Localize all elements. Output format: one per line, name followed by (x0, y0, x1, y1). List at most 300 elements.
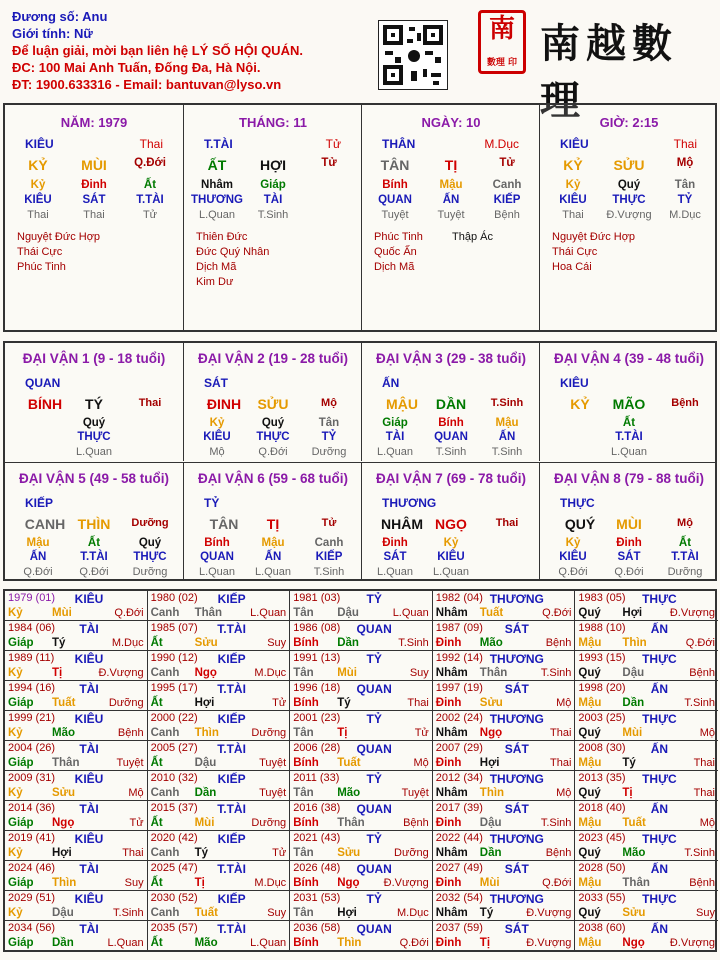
year-cell[interactable] (148, 801, 291, 831)
year-sao: KIÊU (74, 712, 104, 726)
dai-van-chi: THÌN (77, 516, 111, 532)
year-chi: Sửu (194, 637, 218, 649)
pillar-tang-sao: THƯƠNG (191, 194, 243, 206)
annual-table (3, 589, 717, 952)
year-sao: QUAN (356, 802, 392, 816)
year-sao: TỶ (366, 712, 382, 726)
year-can: Kỷ (8, 607, 23, 619)
dai-van-tang-can: Kỷ (443, 537, 459, 549)
year-truong: Tử (129, 817, 144, 829)
year-cell[interactable] (5, 921, 148, 951)
year-cell[interactable] (290, 921, 433, 951)
year-chi: Dần (52, 937, 74, 949)
dai-van-tang-truong: Q.Đới (258, 446, 288, 458)
year-chi: Hợi (337, 907, 357, 919)
year-cell[interactable] (433, 861, 576, 891)
year-label: 1997 (19) (435, 682, 483, 694)
year-cell[interactable] (148, 591, 291, 621)
year-can: Giáp (8, 637, 34, 649)
header-info (12, 8, 303, 93)
year-sao: ẤN (650, 622, 669, 636)
year-label: 1983 (05) (578, 592, 626, 604)
phone-line: ĐT: 1900.633316 - Email: bantuvan@lyso.vn (12, 77, 282, 92)
year-can: Canh (150, 787, 180, 799)
pillar-tang-truong: Tuyệt (381, 209, 409, 221)
year-cell[interactable] (290, 891, 433, 921)
year-label: 1987 (09) (435, 622, 483, 634)
pillar-tang-truong: Tử (142, 209, 158, 221)
year-sao: ẤN (650, 682, 669, 696)
dai-van-tang-sao: T.TÀI (80, 551, 108, 563)
year-label: 2023 (45) (578, 832, 626, 844)
year-cell[interactable] (290, 591, 433, 621)
pillar-than-sat: Thiên Đức (196, 231, 248, 243)
year-can: Quý (578, 667, 601, 679)
year-sao: THƯƠNG (489, 892, 544, 906)
year-label: 1991 (13) (293, 652, 341, 664)
dai-van-truong: Mộ (677, 517, 693, 529)
year-cell[interactable] (433, 651, 576, 681)
year-cell[interactable] (148, 741, 291, 771)
dai-van-tang-truong: T.Sinh (491, 446, 523, 458)
year-chi: Thân (622, 877, 650, 889)
year-chi: Dần (622, 697, 645, 709)
year-can: Tân (293, 847, 314, 859)
year-label: 1984 (06) (8, 622, 56, 634)
year-chi: Thân (194, 607, 223, 619)
pillar-3 (361, 105, 539, 330)
year-can: Kỷ (8, 667, 23, 679)
dai-van-1 (5, 343, 183, 461)
dai-van-can: CANH (24, 516, 66, 532)
year-cell[interactable] (290, 771, 433, 801)
dai-van-tang-can: Quý (138, 537, 162, 549)
year-can: Đinh (435, 817, 462, 829)
year-label: 2015 (37) (150, 802, 198, 814)
dai-van-sao: KIÊU (560, 376, 589, 390)
dai-van-tang-can: Mậu (261, 537, 285, 549)
dai-van-can: BÍNH (27, 396, 63, 412)
year-can: Ất (150, 697, 163, 709)
year-can: Bính (293, 937, 319, 949)
year-truong: Đ.Vượng (669, 607, 715, 619)
year-cell[interactable] (5, 651, 148, 681)
dai-van-can: MẬU (386, 396, 418, 412)
year-truong: Bệnh (689, 877, 715, 889)
year-cell[interactable] (148, 651, 291, 681)
year-cell[interactable] (5, 621, 148, 651)
year-can: Nhâm (435, 607, 468, 619)
year-can: Đinh (435, 697, 462, 709)
year-chi: Tuất (52, 697, 76, 709)
year-sao: QUAN (356, 742, 392, 756)
year-cell[interactable] (575, 921, 718, 951)
year-can: Canh (150, 907, 180, 919)
year-label: 2031 (53) (293, 892, 341, 904)
year-sao: ẤN (650, 862, 669, 876)
pillar-chi: SỬU (613, 157, 645, 173)
year-sao: T.TÀI (217, 922, 246, 936)
year-cell[interactable] (290, 651, 433, 681)
four-pillars-panel (3, 103, 717, 332)
year-sao: THỰC (642, 772, 677, 786)
pillar-chi: MÙI (81, 157, 107, 173)
pillar-title: NĂM: 1979 (60, 115, 128, 130)
year-can: Đinh (435, 757, 462, 769)
year-chi: Thân (337, 817, 365, 829)
year-truong: T.Sinh (540, 667, 572, 679)
year-sao: TÀI (79, 682, 99, 696)
year-label: 2010 (32) (150, 772, 198, 784)
year-chi: Dần (337, 637, 359, 649)
year-cell[interactable] (148, 711, 291, 741)
dai-van-chi: MÃO (612, 396, 646, 412)
year-cell[interactable] (575, 741, 718, 771)
year-cell[interactable] (575, 591, 718, 621)
year-truong: Mộ (699, 817, 715, 829)
year-cell[interactable] (5, 771, 148, 801)
year-cell[interactable] (433, 801, 576, 831)
year-chi: Tuất (337, 757, 361, 769)
year-cell[interactable] (433, 711, 576, 741)
year-sao: TÀI (79, 622, 99, 636)
year-truong: Bệnh (545, 637, 572, 649)
year-cell[interactable] (290, 681, 433, 711)
pillar-tang-can: Bính (382, 179, 408, 191)
year-cell[interactable] (575, 891, 718, 921)
year-truong: Tuyệt (401, 787, 429, 799)
year-cell[interactable] (575, 621, 718, 651)
seal-stamp (478, 10, 526, 74)
pillar-than-sat: Đức Quý Nhân (196, 246, 270, 258)
year-cell[interactable] (5, 801, 148, 831)
pillar-tang-truong: Thai (562, 209, 584, 221)
pillar-tang-can: Mậu (439, 179, 463, 191)
year-cell[interactable] (290, 711, 433, 741)
year-truong: Đ.Vượng (669, 937, 715, 949)
pillar-can: ẤT (207, 157, 227, 173)
year-can: Ất (150, 757, 163, 769)
year-chi: Dậu (622, 667, 645, 679)
year-chi: Dậu (194, 757, 217, 769)
year-sao: QUAN (356, 862, 392, 876)
dai-van-chi: DẦN (435, 396, 467, 412)
pillar-than-sat: Phúc Tinh (374, 231, 423, 243)
dai-van-can: KỶ (570, 396, 590, 412)
pillar-title: NGÀY: 10 (421, 115, 481, 130)
dai-van-tang-truong: Q.Đới (614, 566, 644, 578)
dai-van-truong: Thai (495, 517, 519, 529)
year-cell[interactable] (575, 681, 718, 711)
year-cell[interactable] (575, 801, 718, 831)
year-label: 1994 (16) (8, 682, 56, 694)
dai-van-sao: KIẾP (25, 496, 54, 510)
year-cell[interactable] (575, 711, 718, 741)
pillar-tang-truong: L.Quan (198, 209, 236, 221)
year-chi: Dần (194, 787, 217, 799)
year-label: 2011 (33) (293, 772, 340, 784)
year-sao: THỰC (642, 832, 677, 846)
pillar-tang-sao: ẤN (442, 194, 460, 206)
dai-van-title: ĐẠI VẬN 2 (19 - 28 tuổi) (197, 351, 349, 366)
year-label: 1992 (14) (435, 652, 483, 664)
year-cell[interactable] (433, 771, 576, 801)
dai-van-sao: THƯƠNG (382, 496, 437, 510)
year-sao: TÀI (79, 922, 99, 936)
pillar-tang-sao: T.TÀI (136, 194, 164, 206)
year-cell[interactable] (290, 831, 433, 861)
dai-van-7 (361, 462, 539, 580)
year-can: Giáp (8, 937, 34, 949)
seal-sub: 數理 印 (486, 58, 518, 68)
contact-line: Để luận giải, mời bạn liên hệ LÝ SỐ HỘI QUÁN. (12, 43, 303, 58)
dai-van-tang-sao: KIẾP (315, 551, 343, 563)
year-sao: TỶ (366, 592, 382, 606)
dai-van-truong: Bệnh (671, 397, 699, 409)
dai-van-tang-can: Ất (87, 537, 101, 549)
year-can: Nhâm (435, 727, 468, 739)
year-can: Quý (578, 907, 601, 919)
year-label: 2029 (51) (8, 892, 56, 904)
year-can: Canh (150, 607, 180, 619)
qr-logo-icon (408, 50, 420, 62)
year-chi: Thìn (337, 937, 362, 949)
year-cell[interactable] (433, 741, 576, 771)
dai-van-tang-truong: Dưỡng (311, 446, 347, 458)
year-chi: Mùi (479, 877, 500, 889)
pillar-tang-can: Kỷ (565, 179, 581, 191)
year-can: Nhâm (435, 907, 468, 919)
year-can: Bính (293, 877, 319, 889)
dai-van-tang-truong: Mộ (209, 446, 225, 458)
year-label: 2018 (40) (578, 802, 626, 814)
year-cell[interactable] (148, 771, 291, 801)
pillar-thuy: Tử (499, 157, 515, 169)
pillar-chi: TỊ (444, 157, 458, 173)
year-label: 2033 (55) (578, 892, 626, 904)
year-can: Đinh (435, 637, 462, 649)
pillar-tang-truong: Đ.Vượng (606, 209, 652, 221)
year-truong: Đ.Vượng (383, 877, 429, 889)
pillar-tang-truong: Tuyệt (437, 209, 465, 221)
year-cell[interactable] (148, 831, 291, 861)
dai-van-chi: MÙI (616, 516, 642, 532)
dai-van-tang-sao: THỰC (256, 431, 290, 443)
year-cell[interactable] (5, 711, 148, 741)
year-chi: Tị (479, 937, 491, 949)
year-chi: Tý (622, 757, 636, 769)
year-cell[interactable] (575, 831, 718, 861)
pillar-tang-sao: KIÊU (24, 194, 52, 206)
year-cell[interactable] (575, 771, 718, 801)
dai-van-tang-can: Đinh (616, 537, 642, 549)
year-truong: Tuyệt (259, 787, 287, 799)
pillar-tang-can: Đinh (81, 179, 107, 191)
year-label: 2003 (25) (578, 712, 626, 724)
pillar-tang-truong: M.Dục (669, 209, 701, 221)
year-label: 2007 (29) (435, 742, 483, 754)
year-cell[interactable] (148, 621, 291, 651)
year-sao: KIẾP (217, 832, 246, 846)
qr-code[interactable] (378, 20, 448, 90)
year-truong: Suy (267, 637, 287, 649)
dai-van-chi: TÝ (85, 396, 103, 412)
pillar-title: GIỜ: 2:15 (599, 115, 659, 130)
year-label: 2027 (49) (435, 862, 483, 874)
year-truong: Tuyệt (259, 757, 287, 769)
year-truong: Thai (693, 757, 715, 769)
year-sao: KIÊU (74, 592, 104, 606)
year-cell[interactable] (5, 681, 148, 711)
year-sao: SÁT (504, 922, 529, 936)
dai-van-tang-truong: L.Quan (376, 446, 414, 458)
year-chi: Tuất (622, 817, 646, 829)
dai-van-tang-sao: ẤN (29, 551, 47, 563)
year-cell[interactable] (148, 921, 291, 951)
year-chi: Dậu (52, 907, 74, 919)
year-cell[interactable] (575, 861, 718, 891)
year-truong: M.Dục (111, 637, 144, 649)
year-cell[interactable] (148, 891, 291, 921)
year-truong: L.Quan (107, 937, 144, 949)
dai-van-chi: NGỌ (435, 516, 467, 532)
year-sao: SÁT (504, 802, 529, 816)
year-sao: QUAN (356, 682, 392, 696)
year-sao: SÁT (504, 682, 529, 696)
year-cell[interactable] (5, 861, 148, 891)
year-truong: Q.Đới (685, 637, 715, 649)
dai-van-tang-truong: L.Quan (376, 566, 414, 578)
pillar-than-sat: Hoa Cái (552, 261, 592, 273)
year-can: Tân (293, 907, 314, 919)
year-truong: L.Quan (250, 607, 287, 619)
year-cell[interactable] (433, 891, 576, 921)
pillar-than-sat: Quốc Ấn (374, 246, 417, 258)
dai-van-tang-truong: Q.Đới (23, 566, 53, 578)
dai-van-title: ĐẠI VẬN 8 (79 - 88 tuổi) (553, 471, 705, 486)
year-cell[interactable] (290, 741, 433, 771)
year-cell[interactable] (433, 921, 576, 951)
year-can: Canh (150, 667, 180, 679)
pillar-than-sat: Kim Dư (196, 276, 234, 288)
year-truong: Q.Đới (114, 607, 144, 619)
year-can: Ất (150, 637, 163, 649)
year-truong: Suy (124, 877, 144, 889)
dai-van-tang-can: Mậu (26, 537, 50, 549)
year-cell[interactable] (148, 681, 291, 711)
year-label: 1986 (08) (293, 622, 341, 634)
dai-van-tang-truong: Q.Đới (558, 566, 588, 578)
pillar-than-sat: Thái Cực (552, 246, 598, 258)
dai-van-tang-can: Kỷ (565, 537, 581, 549)
year-chi: Ngọ (52, 817, 75, 829)
year-cell[interactable] (5, 741, 148, 771)
year-cell[interactable] (290, 621, 433, 651)
year-sao: KIẾP (217, 772, 246, 786)
year-truong: Mộ (556, 787, 572, 799)
year-sao: KIÊU (74, 832, 104, 846)
year-can: Kỷ (8, 907, 23, 919)
year-label: 2017 (39) (435, 802, 483, 814)
year-label: 2004 (26) (8, 742, 56, 754)
year-chi: Dần (479, 847, 502, 859)
year-label: 1998 (20) (578, 682, 626, 694)
year-cell[interactable] (433, 681, 576, 711)
year-cell[interactable] (148, 861, 291, 891)
year-chi: Hợi (479, 757, 500, 769)
year-chi: Thìn (479, 787, 505, 799)
year-cell[interactable] (433, 591, 576, 621)
year-sao: TỶ (366, 652, 382, 666)
year-cell[interactable] (575, 651, 718, 681)
year-label: 2019 (41) (8, 832, 56, 844)
year-truong: Mộ (128, 787, 144, 799)
year-chi: Mão (479, 637, 503, 649)
dai-van-2 (183, 343, 361, 461)
year-sao: T.TÀI (217, 682, 246, 696)
year-truong: Q.Đới (399, 937, 429, 949)
year-label: 2005 (27) (150, 742, 198, 754)
year-chi: Sửu (479, 697, 503, 709)
year-cell[interactable] (433, 621, 576, 651)
year-can: Giáp (8, 817, 34, 829)
dai-van-tang-sao: T.TÀI (671, 551, 699, 563)
pillar-tang-can: Kỷ (30, 179, 46, 191)
year-can: Kỷ (8, 727, 23, 739)
pillar-thuy: Tử (321, 157, 337, 169)
year-truong: Suy (267, 907, 287, 919)
dai-van-tang-truong: Dưỡng (132, 566, 168, 578)
year-sao: THƯƠNG (489, 832, 544, 846)
year-chi: Thân (479, 667, 508, 679)
year-chi: Mão (622, 847, 646, 859)
year-can: Nhâm (435, 847, 468, 859)
year-can: Đinh (435, 877, 462, 889)
year-chi: Sửu (622, 907, 646, 919)
dai-van-3 (361, 343, 539, 461)
year-can: Bính (293, 637, 319, 649)
year-sao: T.TÀI (217, 742, 246, 756)
year-sao: THƯƠNG (489, 652, 544, 666)
year-sao: QUAN (356, 922, 392, 936)
dai-van-tang-can: Canh (314, 537, 344, 549)
year-can: Bính (293, 817, 319, 829)
year-sao: SÁT (504, 622, 529, 636)
year-chi: Ngọ (337, 877, 360, 889)
year-cell[interactable] (5, 891, 148, 921)
dai-van-4 (539, 343, 717, 461)
dai-van-sao: QUAN (25, 376, 61, 390)
dai-van-tang-sao: THỰC (133, 551, 167, 563)
year-label: 2012 (34) (435, 772, 483, 784)
year-cell[interactable] (5, 831, 148, 861)
year-truong: L.Quan (392, 607, 429, 619)
year-label: 2030 (52) (150, 892, 198, 904)
dai-van-tang-sao: TỶ (321, 431, 337, 443)
year-cell[interactable] (290, 861, 433, 891)
year-cell[interactable] (5, 591, 148, 621)
year-chi: Hợi (622, 607, 643, 619)
dai-van-tang-sao: SÁT (383, 551, 407, 563)
year-cell[interactable] (433, 831, 576, 861)
year-truong: T.Sinh (540, 817, 572, 829)
dai-van-truong: Tử (321, 517, 337, 529)
year-sao: THƯƠNG (489, 712, 544, 726)
pillar-tang-can: Nhâm (201, 179, 233, 191)
year-cell[interactable] (290, 801, 433, 831)
year-label: 1990 (12) (150, 652, 198, 664)
pillar-thuy: Mộ (676, 157, 694, 169)
